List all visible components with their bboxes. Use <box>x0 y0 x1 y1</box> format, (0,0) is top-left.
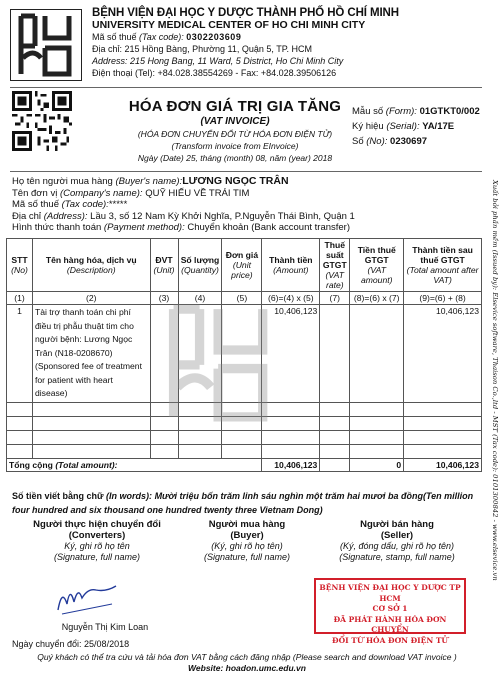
stamp-line-2: CƠ SỞ 1 <box>372 604 408 613</box>
converter-title-en: (Converters) <box>68 530 126 541</box>
col-number: (3) <box>150 292 178 305</box>
col-number: (8)=(6) x (7) <box>350 292 404 305</box>
col-number: (9)=(6) + (8) <box>404 292 482 305</box>
seller-stamp <box>314 578 466 645</box>
in-words-text: Mười triệu bốn trăm linh sáu nghìn một trăm hai mươi ba đồng(Ten million four hundred and six thousand one hundred twenty three Vietnam Dong) <box>12 491 474 515</box>
buyer-company-line <box>12 188 482 200</box>
header-unit-price-vi: Đơn giá <box>225 250 259 260</box>
stamp-line-4: ĐỔI TỪ HÓA ĐƠN ĐIỆN TỬ <box>332 635 448 645</box>
total-amount-value: 10,406,123 <box>274 459 318 470</box>
serial-label-en: (Serial): <box>386 121 420 132</box>
row-amount: 10,406,123 <box>262 305 320 403</box>
row-description <box>32 305 150 403</box>
signature-icon <box>52 582 122 618</box>
number-label: Số <box>352 136 364 147</box>
in-words-label: Số tiền viết bằng chữ <box>12 491 104 501</box>
row-total: 10,406,123 <box>404 305 482 403</box>
buyer-company: QUỸ HIẾU VỀ TRÁI TIM <box>145 187 250 199</box>
empty-row <box>7 444 482 458</box>
serial-label: Ký hiệu <box>352 121 384 132</box>
serial-line <box>352 119 488 134</box>
row-no: 1 <box>7 305 33 403</box>
buyer-note: (Ký, ghi rõ họ tên) <box>211 541 283 551</box>
footer-website-text[interactable]: Website: hoadon.umc.edu.vn <box>188 663 306 673</box>
number-value: 0230697 <box>390 136 428 147</box>
invoice-date: Ngày (Date) 25, tháng (month) 08, năm (year) 2018 <box>137 153 333 163</box>
converter-name: Nguyễn Thị Kim Loan <box>61 622 149 632</box>
conversion-date: Ngày chuyển đổi: 25/08/2018 <box>12 639 130 649</box>
total-vat-rate <box>320 458 350 471</box>
seller-phone-line: Điện thoại (Tel): +84.028.38554269 - Fax: +84.028.39506126 <box>92 68 337 78</box>
total-vat-value: 0 <box>396 459 402 470</box>
buyer-payment: Chuyển khoản (Bank account transfer) <box>187 222 351 233</box>
header-total-after-vat-vi: Thành tiền sau thuế GTGT <box>412 245 473 265</box>
seller-tax-line <box>92 32 492 43</box>
side-issuer-text <box>486 180 500 620</box>
stamp-line-3: ĐÃ PHÁT HÀNH HÓA ĐƠN CHUYỂN <box>333 614 447 634</box>
hospital-logo <box>10 9 82 81</box>
buyer-address-label-en: (Address): <box>43 210 88 222</box>
header-unit-price-en: (Unit price) <box>231 260 253 280</box>
form-line <box>352 104 488 119</box>
converter-signature-block <box>22 519 172 563</box>
table-header-row <box>7 239 482 292</box>
header-quantity <box>178 239 222 292</box>
col-number: (2) <box>32 292 150 305</box>
buyer-name: LƯƠNG NGỌC TRÂN <box>182 175 289 187</box>
buyer-title-en: (Buyer) <box>230 530 264 541</box>
row-vat-rate <box>320 305 350 403</box>
buyer-name-label: Họ tên người mua hàng <box>12 176 113 187</box>
footer-note <box>12 652 482 674</box>
seller-tax-label: Mã số thuế <box>92 32 137 42</box>
buyer-tax: ***** <box>108 199 128 210</box>
title-divider <box>10 171 482 172</box>
seller-title-en: (Seller) <box>380 530 414 541</box>
invoice-serial-block <box>352 104 488 149</box>
form-value: 01GTKT0/002 <box>419 106 480 117</box>
serial-value: YA/17E <box>422 121 455 132</box>
buyer-company-label: Tên đơn vị <box>12 187 58 199</box>
seller-address-en: Address: 215 Hong Bang, 11 Ward, 5 District, Ho Chi Minh City <box>92 56 344 66</box>
buyer-tax-label: Mã số thuế <box>12 199 59 210</box>
header-no <box>7 239 33 292</box>
in-words-label-en: (In words): <box>106 491 153 501</box>
header-vat-rate <box>320 239 350 292</box>
seller-tax-label-en: (Tax code): <box>139 32 184 42</box>
header-unit <box>150 239 178 292</box>
header-amount-vi: Thành tiền <box>269 255 313 265</box>
buyer-tax-label-en: (Tax code): <box>61 199 109 210</box>
total-vat <box>350 458 404 471</box>
header-divider <box>10 87 482 88</box>
header-description-en: (Description) <box>66 265 116 275</box>
number-line <box>352 134 488 149</box>
header-amount-en: (Amount) <box>273 265 309 275</box>
header-unit-price <box>222 239 262 292</box>
seller-note-en: (Signature, stamp, full name) <box>339 552 455 562</box>
invoice-title: HÓA ĐƠN GIÁ TRỊ GIA TĂNG <box>128 98 342 115</box>
header-quantity-vi: Số lượng <box>180 255 220 265</box>
seller-title: Người bán hàng <box>360 519 434 530</box>
form-label: Mẫu số <box>352 106 384 117</box>
logo-watermark <box>150 298 290 428</box>
empty-row <box>7 430 482 444</box>
buyer-tax-line <box>12 199 482 211</box>
total-label-en: (Total amount): <box>55 459 118 470</box>
header-vat-rate-en: (VAT rate) <box>325 270 345 290</box>
col-number: (7) <box>320 292 350 305</box>
seller-address-label: Địa chỉ <box>92 44 120 54</box>
seller-name-en: UNIVERSITY MEDICAL CENTER OF HO CHI MINH CITY <box>92 19 366 31</box>
converter-signature <box>52 582 122 618</box>
col-number: (6)=(4) x (5) <box>262 292 320 305</box>
buyer-name-line <box>12 176 482 188</box>
side-text: Xuất bởi phần mềm (Issued by): Elsevice software, Thaison Co.,ltd - MST (Tax code): 0101300842 - www.elsevice.vn <box>491 180 499 581</box>
footer-line-1: Quý khách có thể tra cứu và tải hóa đơn VAT bằng cách đăng nhập (Please search and download VAT invoice ) <box>37 652 457 662</box>
buyer-address-label: Địa chỉ <box>12 210 42 222</box>
total-after-vat-value: 10,406,123 <box>435 459 479 470</box>
invoice-converted-vi: (HÓA ĐƠN CHUYỂN ĐỔI TỪ HÓA ĐƠN ĐIỆN TỬ) <box>137 129 333 139</box>
seller-address-vi: : 215 Hồng Bàng, Phường 11, Quận 5, TP. HCM <box>119 44 313 54</box>
amount-in-words <box>12 489 482 517</box>
header-no-vi: STT <box>11 255 28 265</box>
header-quantity-en: (Quantity) <box>181 265 219 275</box>
invoice-title-block <box>110 98 360 163</box>
col-number: (4) <box>178 292 222 305</box>
converter-note: Ký, ghi rõ họ tên <box>64 541 130 551</box>
header-description-vi: Tên hàng hóa, dịch vụ <box>45 255 137 265</box>
total-label: Tổng cộng <box>9 459 53 470</box>
header-vat-rate-vi: Thuế suất GTGT <box>322 240 347 270</box>
stamp-line-1: BỆNH VIỆN ĐẠI HỌC Y DƯỢC TP HCM <box>319 583 461 603</box>
header-total-after-vat <box>404 239 482 292</box>
total-row <box>7 458 482 471</box>
total-after-vat <box>404 458 482 471</box>
header-unit-vi: ĐVT <box>155 255 173 265</box>
col-number: (5) <box>222 292 262 305</box>
hospital-logo-icon <box>11 10 81 80</box>
logo-watermark-icon <box>150 298 290 428</box>
buyer-note-en: (Signature, full name) <box>203 552 291 562</box>
total-amount <box>262 458 320 471</box>
buyer-company-label-en: (Company's name): <box>59 187 143 199</box>
form-label-en: (Form): <box>385 106 417 117</box>
converter-title: Người thực hiện chuyển đổi <box>33 519 161 530</box>
buyer-signature-block <box>172 519 322 563</box>
seller-address-line <box>92 44 492 55</box>
invoice-subtitle: (VAT INVOICE) <box>200 116 270 127</box>
header-total-after-vat-en: (Total amount after VAT) <box>406 265 479 285</box>
number-label-en: (No): <box>366 136 388 147</box>
qr-code-icon <box>12 91 72 151</box>
seller-signature-block <box>322 519 472 563</box>
seller-tax-code: 0302203609 <box>186 32 242 42</box>
row-description-vi: Tài trợ thanh toán chi phí điều trị phẫu thuật tim cho người bệnh: Lương Ngọc Trân (N18-0208670) <box>34 307 134 358</box>
converter-note-en: (Signature, full name) <box>53 552 141 562</box>
header-no-en: (No) <box>11 265 28 275</box>
buyer-payment-label: Hình thức thanh toán <box>12 222 102 233</box>
buyer-name-label-en: (Buyer's name): <box>115 176 183 187</box>
col-number: (1) <box>7 292 33 305</box>
buyer-info <box>12 176 482 234</box>
row-description-en: (Sponsored fee of treatment for patient with heart disease) <box>34 361 142 398</box>
qr-code <box>12 91 72 151</box>
seller-name-vi: BỆNH VIỆN ĐẠI HỌC Y DƯỢC THÀNH PHỐ HỒ CHÍ MINH <box>92 7 399 19</box>
header-vat-amount <box>350 239 404 292</box>
seller-note: (Ký, đóng dấu, ghi rõ họ tên) <box>339 541 455 551</box>
buyer-address: Lầu 3, số 12 Nam Kỳ Khởi Nghĩa, P.Nguyễn Thái Bình, Quận 1 <box>90 210 355 222</box>
buyer-address-line <box>12 211 482 223</box>
buyer-payment-line <box>12 222 482 234</box>
header-vat-amount-en: (VAT amount) <box>360 265 393 285</box>
total-label-cell <box>7 458 262 471</box>
footer-website[interactable] <box>12 663 482 674</box>
buyer-title: Người mua hàng <box>208 519 286 530</box>
header-amount <box>262 239 320 292</box>
header-unit-en: (Unit) <box>153 265 175 275</box>
buyer-payment-label-en: (Payment method): <box>103 222 185 233</box>
header-description <box>32 239 150 292</box>
row-vat-amount <box>350 305 404 403</box>
invoice-converted-en: (Transform invoice from EInvoice) <box>171 141 299 151</box>
header-vat-amount-vi: Tiền thuế GTGT <box>357 245 396 265</box>
seller-header <box>92 8 492 79</box>
